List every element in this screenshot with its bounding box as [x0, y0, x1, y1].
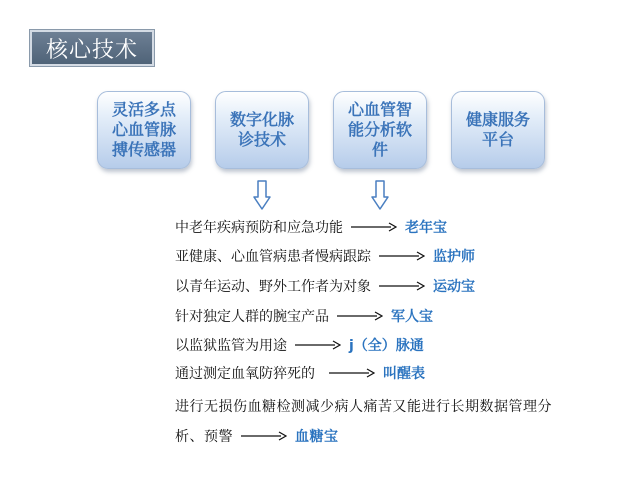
- right-arrow-icon: [241, 431, 287, 441]
- application-description: 以青年运动、野外工作者为对象: [175, 279, 371, 295]
- application-description: 中老年疾病预防和应急功能: [175, 220, 343, 236]
- product-name: 老年宝: [405, 220, 447, 236]
- right-arrow-icon: [379, 251, 425, 261]
- application-row-elderly: [175, 216, 447, 238]
- tech-box-health-platform: 健康服务平台: [451, 91, 545, 169]
- application-description: 以监狱监管为用途: [175, 338, 287, 354]
- product-name: 监护师: [433, 249, 475, 265]
- product-name: j（全）脉通: [349, 338, 424, 354]
- application-description: 通过测定血氧防猝死的: [175, 366, 315, 382]
- application-row-oxygen: [175, 362, 425, 384]
- right-arrow-icon: [337, 311, 383, 321]
- product-name: 叫醒表: [383, 366, 425, 382]
- product-name: 运动宝: [433, 279, 475, 295]
- product-name: 血糖宝: [295, 429, 339, 445]
- tech-box-pulse-sensor: 灵活多点心血管脉搏传感器: [97, 91, 191, 169]
- application-row-chronic: [175, 245, 475, 267]
- application-description: 针对独定人群的腕宝产品: [175, 309, 329, 325]
- tech-box-digital-pulse-diagnosis: 数字化脉诊技术: [215, 91, 309, 169]
- application-description: 进行无损伤血糖检测减少病人痛苦又能进行长期数据管理分析、预警: [175, 399, 552, 445]
- application-row-glucose: [175, 392, 555, 452]
- product-name: 军人宝: [391, 309, 433, 325]
- right-arrow-icon: [379, 281, 425, 291]
- tech-box-analysis-software: 心血管智能分析软件: [333, 91, 427, 169]
- down-arrow-icon: [371, 180, 389, 210]
- application-row-sports: [175, 275, 475, 297]
- application-row-prison: [175, 334, 424, 356]
- right-arrow-icon: [295, 340, 341, 350]
- page-title: 核心技术: [30, 30, 154, 66]
- application-description: 亚健康、心血管病患者慢病跟踪: [175, 249, 371, 265]
- down-arrow-icon: [253, 180, 271, 210]
- right-arrow-icon: [351, 222, 397, 232]
- right-arrow-icon: [329, 368, 375, 378]
- application-row-military: [175, 305, 433, 327]
